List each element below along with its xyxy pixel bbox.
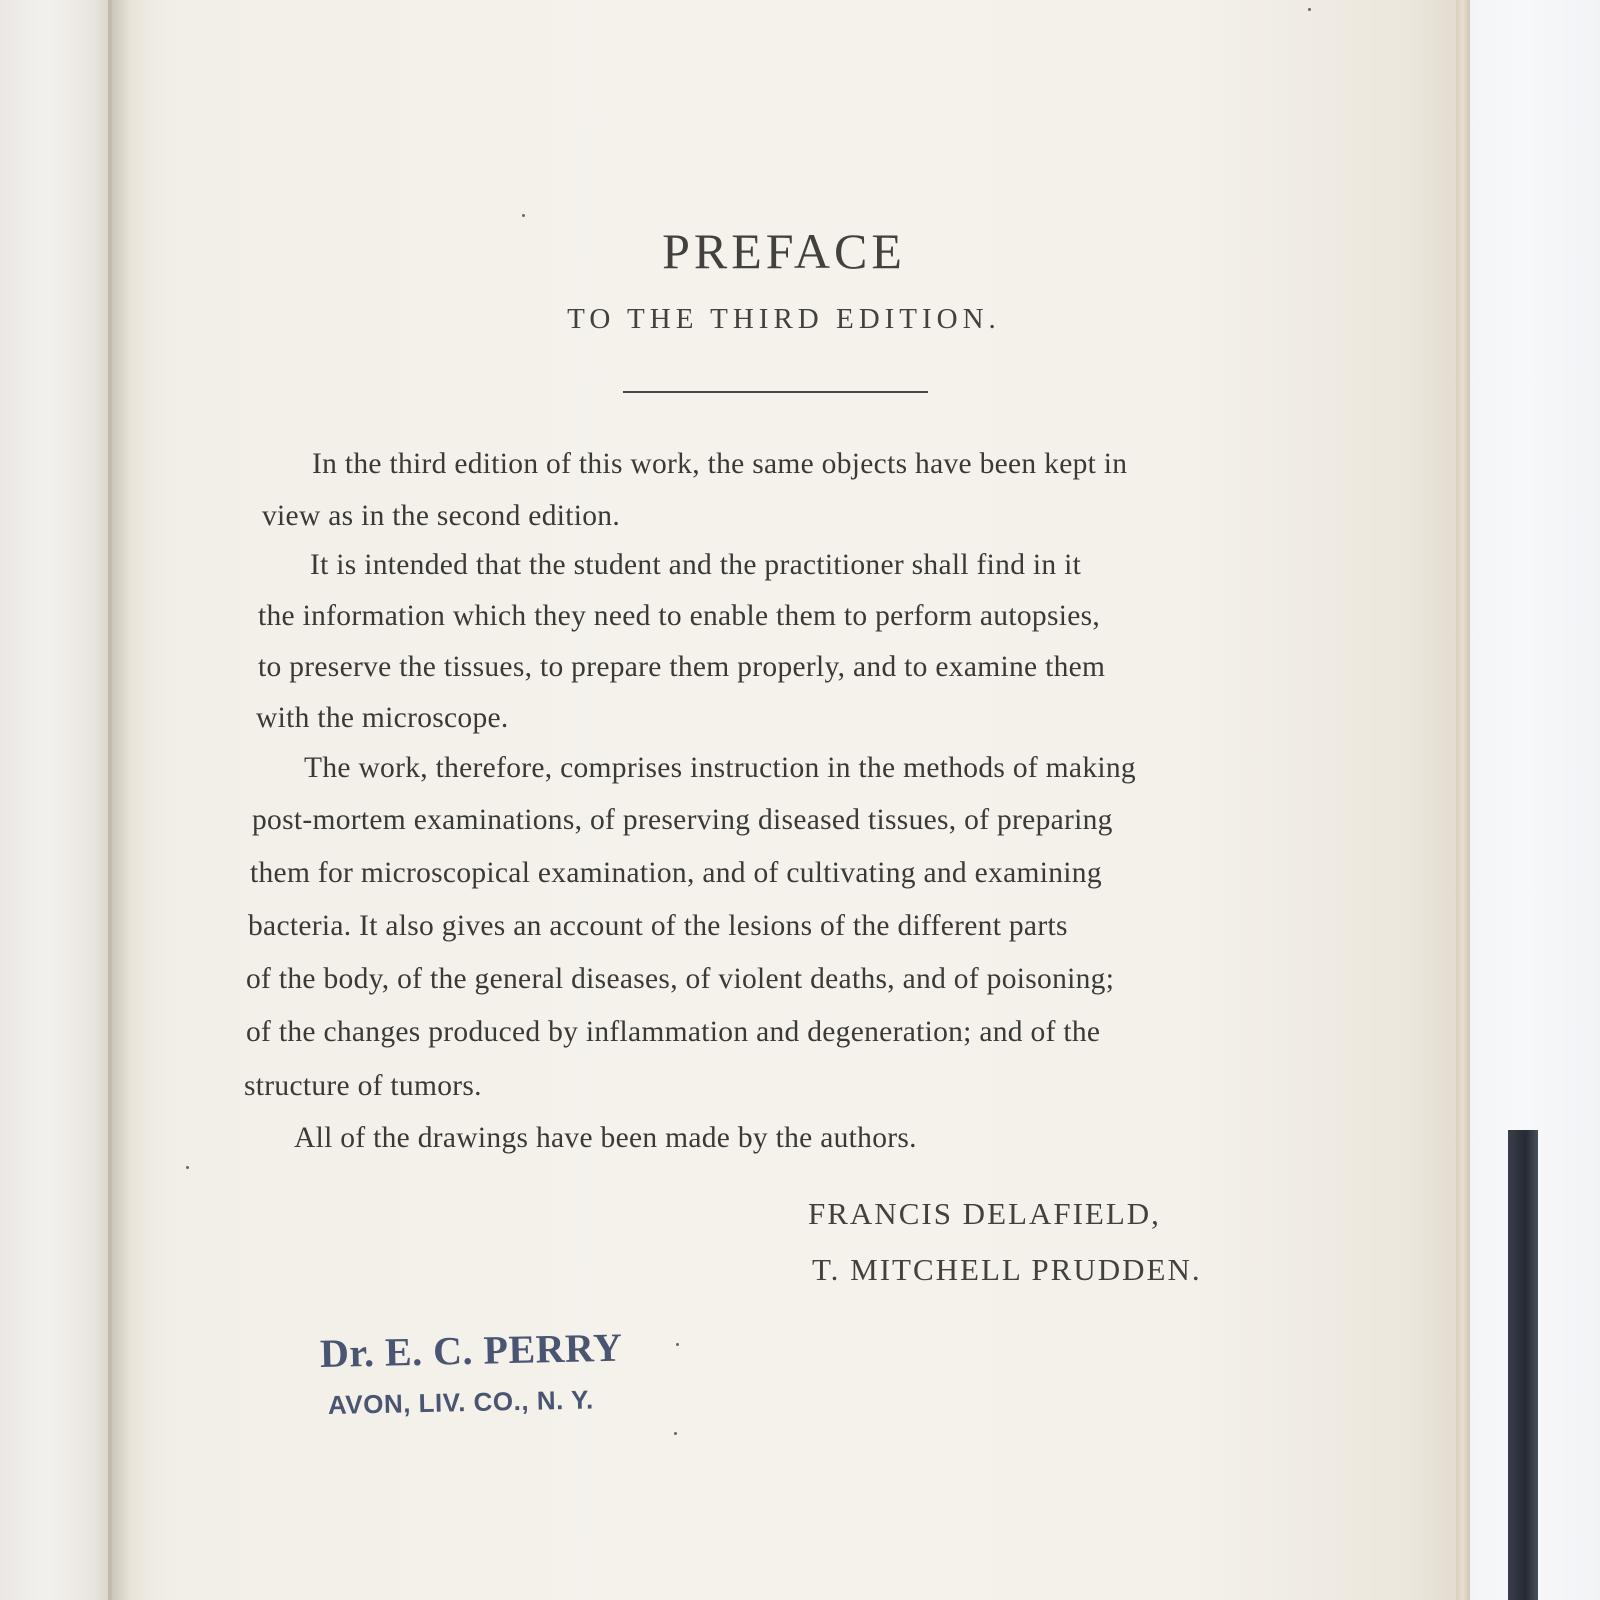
body-line: structure of tumors. [244,1070,482,1102]
book-cover-binding [1508,1130,1538,1600]
title-divider-rule [623,391,928,393]
body-line: view as in the second edition. [262,500,621,532]
preface-subtitle: TO THE THIRD EDITION. [567,303,1001,335]
paper-speck [1308,8,1311,11]
paper-speck [676,1343,679,1346]
body-line: of the changes produced by inflammation and degeneration; and of the [246,1016,1101,1048]
paper-speck [674,1432,677,1435]
body-line: with the microscope. [256,702,509,734]
body-line: to preserve the tissues, to prepare them properly, and to examine them [258,651,1106,683]
body-line: them for microscopical examination, and of cultivating and examining [250,857,1102,889]
body-line: The work, therefore, comprises instruction in the methods of making [304,752,1136,784]
author-signature-1: FRANCIS DELAFIELD, [808,1196,1161,1231]
body-line: All of the drawings have been made by the authors. [294,1122,917,1154]
body-line: the information which they need to enable them to perform autopsies, [258,600,1101,632]
author-signature-2: T. MITCHELL PRUDDEN. [812,1252,1202,1287]
body-line: In the third edition of this work, the same objects have been kept in [312,448,1128,480]
body-line: post-mortem examinations, of preserving diseased tissues, of preparing [252,804,1113,836]
paper-speck [186,1166,189,1169]
preface-title: PREFACE [662,223,906,279]
body-line: bacteria. It also gives an account of the lesions of the different parts [248,910,1068,942]
owner-stamp-name: Dr. E. C. PERRY [319,1324,623,1376]
body-line: of the body, of the general diseases, of violent deaths, and of poisoning; [246,963,1115,995]
paper-speck [522,214,525,217]
owner-stamp-address: AVON, LIV. CO., N. Y. [327,1384,595,1420]
body-line: It is intended that the student and the practitioner shall find in it [310,549,1082,581]
